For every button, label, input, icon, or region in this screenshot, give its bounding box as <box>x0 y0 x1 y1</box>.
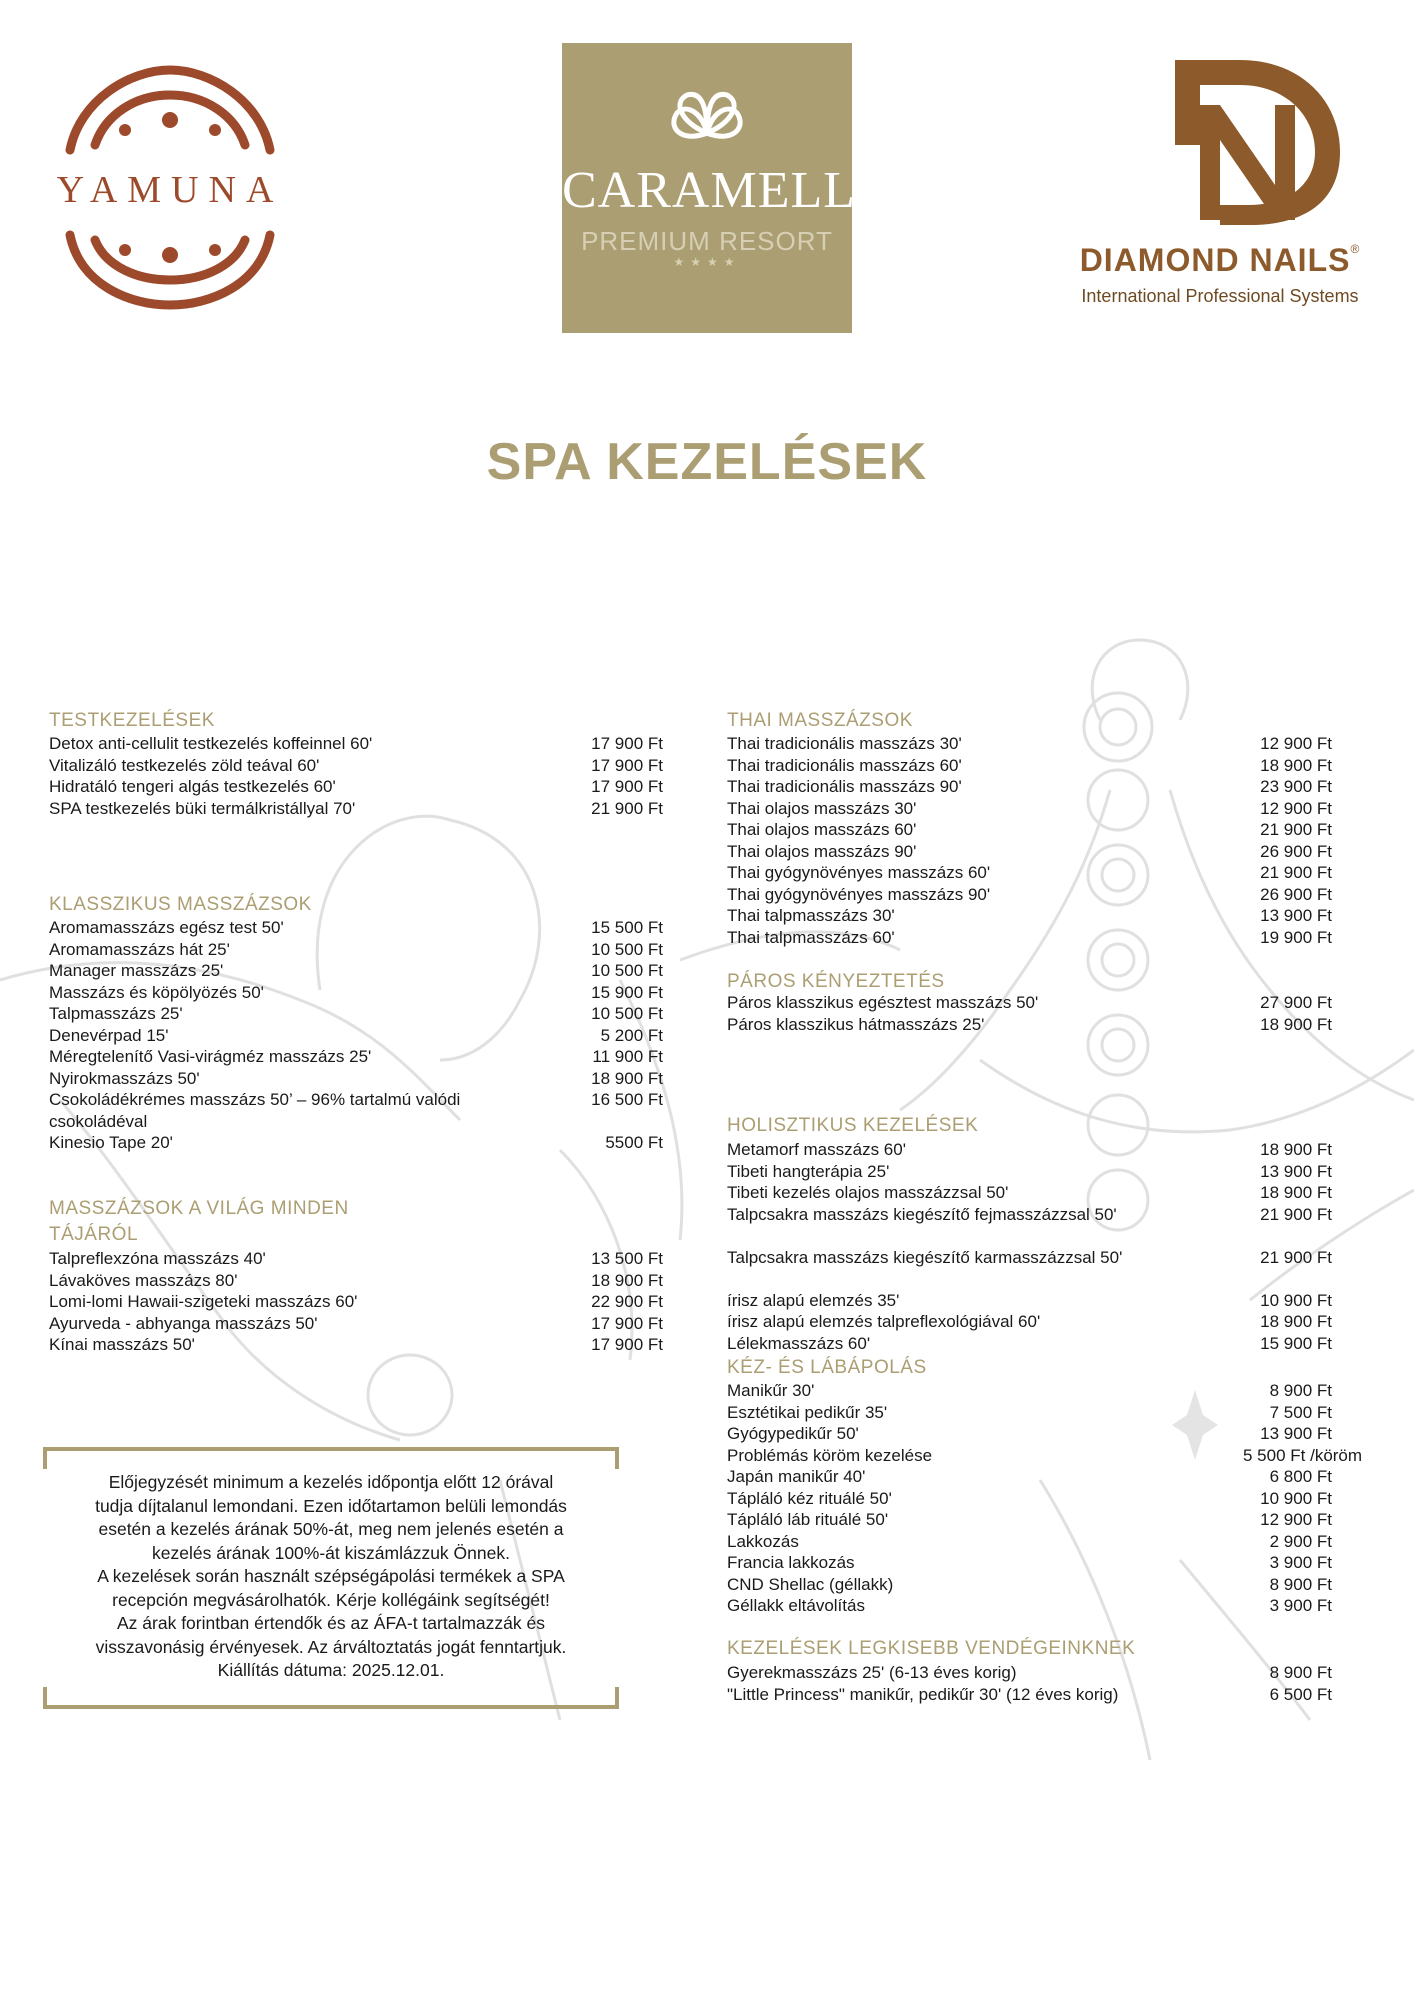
price-row <box>727 1161 1407 1183</box>
price-row <box>49 1132 663 1154</box>
price-row <box>727 1402 1407 1424</box>
treatment-name: Manikűr 30' <box>727 1381 815 1400</box>
treatment-price: 19 900 Ft <box>1260 927 1332 947</box>
treatment-name: Francia lakkozás <box>727 1553 855 1572</box>
price-row <box>49 733 663 755</box>
section-heading-kez-lab: KÉZ- ÉS LÁBÁPOLÁS <box>727 1357 927 1378</box>
price-row <box>49 982 663 1004</box>
section-heading-vilag <box>49 1196 349 1248</box>
treatment-price: 5 200 Ft <box>600 1025 663 1045</box>
price-row <box>49 798 663 820</box>
price-row <box>49 1334 663 1356</box>
treatment-name: Lakkozás <box>727 1531 799 1551</box>
treatment-name: Hidratáló tengeri algás testkezelés 60' <box>49 777 336 796</box>
treatment-name: Thai tradicionális masszázs 90' <box>727 777 962 796</box>
price-list-gyerek <box>727 1662 1407 1727</box>
treatment-price: 6 500 Ft <box>1269 1684 1332 1704</box>
price-row <box>727 905 1407 927</box>
treatment-name: Lávaköves masszázs 80' <box>49 1270 238 1290</box>
treatment-price: 23 900 Ft <box>1260 777 1332 796</box>
treatment-name: Géllakk eltávolítás <box>727 1596 865 1615</box>
diamond-nails-logo <box>1070 60 1400 320</box>
treatment-name: Thai talpmasszázs 30' <box>727 906 895 925</box>
section-heading-thai: THAI MASSZÁZSOK <box>727 710 913 731</box>
notice-line: esetén a kezelés árának 50%-át, meg nem jelenés esetén a <box>98 1519 564 1539</box>
treatment-price: 18 900 Ft <box>1260 1312 1332 1331</box>
price-list-kez-lab <box>727 1380 1407 1617</box>
diamond-nails-monogram-icon <box>1070 60 1370 240</box>
price-list-thai <box>727 733 1407 948</box>
price-row <box>727 1247 1407 1290</box>
yamuna-wordmark: YAMUNA <box>56 169 284 211</box>
treatment-name: Detox anti-cellulit testkezelés koffeinnel 60' <box>49 734 373 753</box>
treatment-price: 10 900 Ft <box>1260 1290 1332 1310</box>
price-list-klasszikus <box>49 917 663 1154</box>
price-row <box>49 1068 663 1090</box>
price-row <box>727 1445 1407 1467</box>
butterfly-icon <box>562 43 852 163</box>
price-row <box>727 776 1407 798</box>
caramell-subtitle: PREMIUM RESORT <box>581 226 833 256</box>
price-row <box>49 1003 663 1025</box>
treatment-name: Kinesio Tape 20' <box>49 1133 173 1152</box>
treatment-name: Thai gyógynövényes masszázs 90' <box>727 884 991 904</box>
price-row <box>49 1270 663 1292</box>
price-row <box>727 992 1407 1014</box>
notice-line: recepción megvásárolhatók. Kérje kollégáink segítségét! <box>112 1589 550 1610</box>
section-heading-vilag-line2: TÁJÁRÓL <box>49 1224 139 1245</box>
price-row <box>49 1025 663 1047</box>
price-row <box>727 1574 1407 1596</box>
treatment-name: Esztétikai pedikűr 35' <box>727 1402 888 1422</box>
price-row <box>49 755 663 777</box>
price-row <box>727 1488 1407 1510</box>
treatment-price: 15 500 Ft <box>591 918 663 937</box>
treatment-name: Thai olajos masszázs 60' <box>727 820 917 839</box>
treatment-name: Aromamasszázs egész test 50' <box>49 918 284 937</box>
treatment-name: Manager masszázs 25' <box>49 961 224 980</box>
notice-line: A kezelések során használt szépségápolási termékek a SPA <box>97 1566 565 1586</box>
treatment-name: Tápláló kéz rituálé 50' <box>727 1488 892 1508</box>
price-row <box>49 1313 663 1335</box>
notice-line: kezelés árának 100%-át kiszámlázzuk Önnek. <box>152 1542 510 1563</box>
treatment-name: Thai tradicionális masszázs 60' <box>727 755 962 775</box>
treatment-price: 8 900 Ft <box>1269 1574 1332 1594</box>
price-row <box>727 1139 1407 1161</box>
price-row <box>727 1595 1407 1617</box>
price-row <box>49 1248 663 1270</box>
treatment-price: 13 900 Ft <box>1260 1161 1332 1181</box>
treatment-price: 2 900 Ft <box>1269 1531 1332 1551</box>
price-row <box>727 1204 1407 1247</box>
treatment-name: Páros klasszikus egésztest masszázs 50' <box>727 993 1039 1012</box>
treatment-name: Thai tradicionális masszázs 30' <box>727 734 962 753</box>
price-row <box>727 1552 1407 1574</box>
price-list-holisztikus <box>727 1139 1407 1354</box>
treatment-name: Thai talpmasszázs 60' <box>727 927 895 947</box>
treatment-name: CND Shellac (géllakk) <box>727 1574 894 1594</box>
price-row <box>727 1014 1407 1036</box>
treatment-price: 17 900 Ft <box>591 1313 663 1333</box>
treatment-price: 8 900 Ft <box>1269 1381 1332 1400</box>
notice-line: tudja díjtalanul lemondani. Ezen időtartamon belüli lemondás <box>95 1495 567 1516</box>
page-title: SPA KEZELÉSEK <box>486 433 928 491</box>
treatment-price: 10 500 Ft <box>591 1004 663 1023</box>
treatment-name: Csokoládékrémes masszázs 50’ – 96% tartalmú valódi csokoládéval <box>49 1090 461 1131</box>
price-list-paros <box>727 992 1407 1035</box>
treatment-price: 27 900 Ft <box>1260 993 1332 1012</box>
price-row <box>727 1333 1407 1355</box>
treatment-price: 22 900 Ft <box>591 1292 663 1311</box>
treatment-name: Talpmasszázs 25' <box>49 1004 183 1023</box>
price-row <box>727 1466 1407 1488</box>
price-row <box>727 841 1407 863</box>
treatment-price: 18 900 Ft <box>591 1270 663 1290</box>
section-heading-testkezelesek: TESTKEZELÉSEK <box>49 710 215 731</box>
notice-line: Előjegyzését minimum a kezelés időpontja előtt 12 órával <box>108 1472 554 1492</box>
treatment-price: 21 900 Ft <box>591 798 663 818</box>
treatment-price: 18 900 Ft <box>591 1068 663 1088</box>
price-row <box>727 1684 1407 1727</box>
price-row <box>727 1509 1407 1531</box>
treatment-price: 18 900 Ft <box>1260 755 1332 775</box>
treatment-price: 17 900 Ft <box>591 755 663 775</box>
price-row <box>727 1662 1407 1684</box>
treatment-name: Masszázs és köpölyözés 50' <box>49 982 264 1002</box>
section-heading-klasszikus: KLASSZIKUS MASSZÁZSOK <box>49 894 312 915</box>
treatment-name: írisz alapú elemzés talpreflexológiával 60' <box>727 1312 1041 1331</box>
treatment-name: Tápláló láb rituálé 50' <box>727 1510 889 1529</box>
treatment-price: 21 900 Ft <box>1260 1204 1332 1224</box>
section-heading-gyerek: KEZELÉSEK LEGKISEBB VENDÉGEINKNEK <box>727 1638 1136 1659</box>
treatment-price: 17 900 Ft <box>591 734 663 753</box>
treatment-price: 10 500 Ft <box>591 961 663 980</box>
price-row <box>49 1291 663 1313</box>
treatment-price: 13 900 Ft <box>1260 906 1332 925</box>
price-row <box>49 939 663 961</box>
treatment-price: 12 900 Ft <box>1260 798 1332 818</box>
treatment-price: 13 500 Ft <box>591 1249 663 1268</box>
treatment-price: 26 900 Ft <box>1260 884 1332 904</box>
treatment-price: 21 900 Ft <box>1260 863 1332 882</box>
treatment-price: 17 900 Ft <box>591 777 663 796</box>
treatment-price: 18 900 Ft <box>1260 1183 1332 1202</box>
treatment-name: Aromamasszázs hát 25' <box>49 939 230 959</box>
treatment-price: 21 900 Ft <box>1260 1247 1332 1267</box>
treatment-price: 18 900 Ft <box>1260 1014 1332 1034</box>
treatment-name: Thai gyógynövényes masszázs 60' <box>727 863 991 882</box>
price-row <box>49 1089 663 1132</box>
notice-text <box>43 1471 619 1683</box>
caramell-logo <box>562 43 856 333</box>
price-row <box>727 1311 1407 1333</box>
price-row <box>727 1531 1407 1553</box>
treatment-price: 5 500 Ft /köröm <box>1243 1445 1363 1465</box>
treatment-price: 12 900 Ft <box>1260 734 1332 753</box>
treatment-name: írisz alapú elemzés 35' <box>727 1290 900 1310</box>
treatment-name: Talpcsakra masszázs kiegészítő fejmasszázzsal 50' <box>727 1204 1117 1224</box>
caramell-wordmark: CARAMELL <box>562 162 856 219</box>
treatment-price: 8 900 Ft <box>1269 1663 1332 1682</box>
treatment-price: 18 900 Ft <box>1260 1140 1332 1159</box>
treatment-price: 7 500 Ft <box>1269 1402 1332 1422</box>
treatment-name: Páros klasszikus hátmasszázs 25' <box>727 1014 985 1034</box>
treatment-name: Metamorf masszázs 60' <box>727 1140 906 1159</box>
treatment-name: Méregtelenítő Vasi-virágméz masszázs 25' <box>49 1047 372 1066</box>
treatment-name: Thai olajos masszázs 30' <box>727 798 917 818</box>
treatment-name: Ayurveda - abhyanga masszázs 50' <box>49 1313 318 1333</box>
treatment-price: 12 900 Ft <box>1260 1510 1332 1529</box>
price-row <box>727 733 1407 755</box>
price-row <box>49 1046 663 1068</box>
treatment-price: 17 900 Ft <box>591 1335 663 1354</box>
treatment-price: 10 900 Ft <box>1260 1488 1332 1508</box>
yamuna-logo <box>50 60 290 310</box>
price-row <box>49 960 663 982</box>
section-heading-paros: PÁROS KÉNYEZTETÉS <box>727 971 945 992</box>
treatment-price: 15 900 Ft <box>591 982 663 1002</box>
price-list-vilag <box>49 1248 663 1356</box>
price-row <box>727 1423 1407 1445</box>
booking-notice <box>43 1447 619 1709</box>
treatment-name: Gyógypedikűr 50' <box>727 1424 859 1443</box>
treatment-name: Talpcsakra masszázs kiegészítő karmasszázzsal 50' <box>727 1247 1123 1267</box>
treatment-price: 13 900 Ft <box>1260 1424 1332 1443</box>
treatment-price: 21 900 Ft <box>1260 820 1332 839</box>
treatment-name: Thai olajos masszázs 90' <box>727 841 917 861</box>
treatment-price: 15 900 Ft <box>1260 1333 1332 1353</box>
treatment-name: Japán manikűr 40' <box>727 1467 866 1486</box>
treatment-name: Tibeti hangterápia 25' <box>727 1161 890 1181</box>
price-list-testkezelesek <box>49 733 663 819</box>
price-row <box>727 1380 1407 1402</box>
notice-line: Kiállítás dátuma: 2025.12.01. <box>217 1660 445 1680</box>
section-heading-vilag-line1: MASSZÁZSOK A VILÁG MINDEN <box>49 1198 349 1219</box>
price-row <box>727 884 1407 906</box>
treatment-name: Lélekmasszázs 60' <box>727 1333 871 1353</box>
caramell-stars: ★★★★ <box>673 255 741 269</box>
treatment-name: Kínai masszázs 50' <box>49 1335 195 1354</box>
price-row <box>727 755 1407 777</box>
treatment-price: 6 800 Ft <box>1269 1467 1332 1486</box>
treatment-name: Talpreflexzóna masszázs 40' <box>49 1249 266 1268</box>
treatment-name: "Little Princess" manikűr, pedikűr 30' (12 éves korig) <box>727 1684 1119 1704</box>
notice-line: visszavonásig érvényesek. Az árváltoztatás jogát fenntartjuk. <box>95 1636 567 1657</box>
treatment-price: 26 900 Ft <box>1260 841 1332 861</box>
price-row <box>727 862 1407 884</box>
notice-line: Az árak forintban értendők és az ÁFA-t tartalmazzák és <box>117 1613 545 1633</box>
treatment-name: Denevérpad 15' <box>49 1025 169 1045</box>
treatment-price: 3 900 Ft <box>1269 1596 1332 1615</box>
price-row <box>727 927 1407 949</box>
treatment-price: 11 900 Ft <box>592 1047 663 1066</box>
treatment-name: Nyirokmasszázs 50' <box>49 1068 200 1088</box>
price-row <box>49 776 663 798</box>
treatment-name: Vitalizáló testkezelés zöld teával 60' <box>49 755 320 775</box>
treatment-price: 16 500 Ft <box>591 1090 663 1109</box>
price-row <box>727 1290 1407 1312</box>
treatment-name: Tibeti kezelés olajos masszázzsal 50' <box>727 1183 1009 1202</box>
diamond-nails-tagline: International Professional Systems <box>1081 286 1359 306</box>
treatment-name: Gyerekmasszázs 25' (6-13 éves korig) <box>727 1663 1017 1682</box>
treatment-name: Problémás köröm kezelése <box>727 1445 933 1465</box>
treatment-name: SPA testkezelés büki termálkristállyal 70' <box>49 798 356 818</box>
section-heading-holisztikus: HOLISZTIKUS KEZELÉSEK <box>727 1115 979 1136</box>
diamond-nails-wordmark: DIAMOND NAILS® <box>1079 242 1361 278</box>
price-row <box>49 917 663 939</box>
price-row <box>727 1182 1407 1204</box>
treatment-price: 10 500 Ft <box>591 939 663 959</box>
treatment-price: 3 900 Ft <box>1269 1553 1332 1572</box>
treatment-price: 5500 Ft <box>605 1133 663 1152</box>
price-row <box>727 798 1407 820</box>
price-row <box>727 819 1407 841</box>
treatment-name: Lomi-lomi Hawaii-szigeteki masszázs 60' <box>49 1292 358 1311</box>
